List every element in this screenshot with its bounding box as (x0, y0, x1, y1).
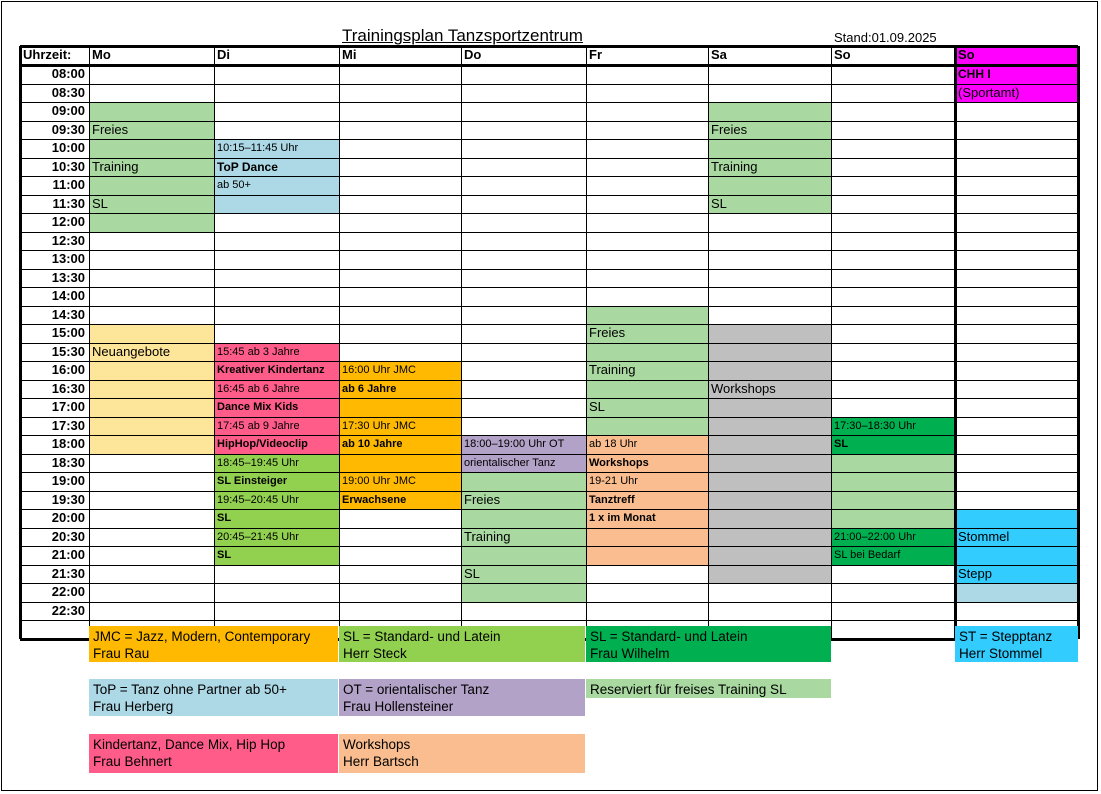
block-label: 17:30 Uhr JMC (342, 419, 416, 432)
grid-line (20, 546, 1078, 547)
grid-line (20, 139, 1078, 140)
grid-line (20, 435, 1078, 436)
legend-workshops (339, 734, 585, 773)
block-label: Tanztreff (589, 493, 635, 506)
time-label: 20:00 (51, 510, 85, 525)
grid-line (586, 46, 587, 639)
legend-line2: Frau Wilhelm (590, 646, 670, 661)
grid-line (20, 84, 1078, 85)
legend-line2: Frau Hollensteiner (343, 699, 454, 714)
header-day-mo: Mo (92, 47, 111, 62)
grid-line (20, 509, 1078, 510)
grid-line (20, 491, 1078, 492)
block-label: 21:00–22:00 Uhr (834, 530, 916, 543)
grid-line (20, 602, 1078, 603)
time-label: 12:00 (51, 214, 85, 229)
grid-line (20, 324, 1078, 325)
time-label: 08:00 (51, 66, 85, 81)
grid-line (954, 46, 957, 639)
block-label: 19:45–20:45 Uhr (217, 493, 299, 506)
header-day-so: So (834, 47, 851, 62)
block-label: Erwachsene (342, 493, 407, 506)
legend-kinder (89, 734, 338, 773)
grid-line (20, 102, 1078, 103)
block-label: Freies (589, 325, 626, 340)
header-day-fr: Fr (589, 47, 602, 62)
time-label: 19:00 (51, 473, 85, 488)
block-label: 18:45–19:45 Uhr (217, 456, 299, 469)
time-label: 13:00 (51, 251, 85, 266)
time-label: 16:00 (51, 362, 85, 377)
grid-line (89, 46, 90, 639)
block-label: ab 50+ (217, 179, 251, 191)
grid-line (20, 472, 1078, 473)
time-label: 18:00 (51, 436, 85, 451)
block-label: 19:00 Uhr JMC (342, 475, 416, 487)
block-so2-top[interactable] (955, 583, 1078, 602)
block-label: orientalischer Tanz (464, 456, 556, 469)
legend-line1: OT = orientalischer Tanz (343, 682, 490, 697)
block-label: 19-21 Uhr (589, 475, 638, 487)
grid-line (20, 287, 1078, 288)
block-label: SL bei Bedarf (834, 549, 901, 561)
grid-line (20, 417, 1078, 418)
grid-line (20, 306, 1078, 307)
header-day-sa: Sa (711, 47, 727, 62)
grid-line (339, 46, 340, 639)
time-label: 09:30 (51, 121, 85, 137)
grid-line (20, 343, 1078, 344)
time-label: 20:30 (51, 528, 85, 544)
time-label: 21:00 (51, 547, 85, 562)
legend-ot (339, 679, 585, 716)
grid-line (20, 361, 1078, 362)
legend-line1: SL = Standard- und Latein (590, 629, 748, 644)
time-label: 09:00 (51, 103, 85, 118)
grid-line (20, 528, 1078, 529)
block-label: Kreativer Kindertanz (217, 364, 325, 376)
legend-line1: Kindertanz, Dance Mix, Hip Hop (93, 737, 286, 752)
header-day-do: Do (464, 47, 482, 62)
grid-line (20, 121, 1078, 122)
block-label: 1 x im Monat (589, 512, 656, 524)
time-label: 16:30 (51, 380, 85, 396)
stand-date: Stand:01.09.2025 (834, 30, 937, 45)
time-label: 17:00 (51, 399, 85, 414)
block-label: 10:15–11:45 Uhr (217, 142, 299, 154)
time-label: 21:30 (51, 565, 85, 581)
block-label: SL (834, 438, 849, 450)
time-label: 10:30 (51, 158, 85, 174)
block-label: SL Einsteiger (217, 475, 288, 487)
grid-line (20, 583, 1078, 584)
grid-line (20, 398, 1078, 399)
legend-line1: ToP = Tanz ohne Partner ab 50+ (93, 682, 287, 697)
grid-line (20, 565, 1078, 566)
time-label: 19:30 (51, 491, 85, 507)
grid-line (708, 46, 709, 639)
block-label: 17:45 ab 9 Jahre (217, 419, 300, 432)
block-label: Stepp (958, 565, 992, 581)
legend-line2: Herr Stommel (959, 646, 1043, 661)
legend-stepp (955, 626, 1078, 662)
block-label: ab 10 Jahre (342, 438, 403, 450)
header-day-di: Di (217, 47, 230, 62)
block-label: 17:30–18:30 Uhr (834, 419, 916, 432)
block-label: Training (92, 158, 139, 174)
legend-line1: Workshops (343, 737, 411, 752)
block-label: SL (711, 195, 727, 211)
grid-line (20, 620, 1078, 621)
block-label: (Sportamt) (958, 84, 1020, 100)
legend-top (89, 679, 338, 716)
time-label: 22:30 (51, 602, 85, 618)
legend-sl-wilhelm (586, 626, 831, 662)
legend-reserviert (586, 679, 831, 698)
block-label: SL (589, 399, 605, 414)
legend-line2: Frau Rau (93, 646, 150, 661)
block-label: SL (92, 195, 108, 211)
block-label: 18:00–19:00 Uhr OT (464, 438, 565, 450)
block-label: Training (711, 158, 758, 174)
grid-line (20, 158, 1078, 159)
grid-line (831, 46, 832, 639)
block-label: ab 6 Jahre (342, 382, 397, 395)
grid-line (20, 213, 1078, 214)
grid-line (20, 250, 1078, 251)
block-label: 15:45 ab 3 Jahre (217, 345, 300, 358)
legend-line2: Herr Bartsch (343, 754, 419, 769)
time-label: 15:30 (51, 343, 85, 359)
legend-jmc (89, 626, 338, 662)
time-label: 17:30 (51, 417, 85, 433)
block-label: Training (464, 528, 511, 544)
grid-line (1077, 46, 1080, 639)
grid-line (20, 232, 1078, 233)
legend-line1: SL = Standard- und Latein (343, 629, 501, 644)
block-label: Workshops (589, 456, 649, 469)
legend-line2: Herr Steck (343, 646, 407, 661)
grid-line (20, 454, 1078, 455)
legend-line1: JMC = Jazz, Modern, Contemporary (93, 629, 311, 644)
block-label: Stommel (958, 528, 1010, 544)
block-label: 20:45–21:45 Uhr (217, 530, 299, 543)
header-time-label: Uhrzeit: (23, 47, 72, 62)
block-label: Freies (464, 491, 501, 507)
time-label: 08:30 (51, 84, 85, 100)
grid-line (214, 46, 215, 639)
legend-line1: ST = Stepptanz (959, 629, 1053, 644)
legend-line2: Frau Herberg (93, 699, 174, 714)
block-label: SL (464, 565, 480, 581)
grid-line (461, 46, 462, 639)
block-label: 16:45 ab 6 Jahre (217, 382, 300, 395)
time-label: 11:30 (52, 195, 85, 211)
block-label: ToP Dance (217, 159, 278, 174)
time-label: 12:30 (51, 232, 85, 248)
time-label: 13:30 (51, 269, 85, 285)
legend-sl-steck (339, 626, 585, 662)
grid-line (20, 176, 1078, 177)
block-label: 16:00 Uhr JMC (342, 364, 416, 376)
block-label: Training (589, 362, 636, 377)
block-label: SL (217, 549, 232, 561)
block-label: Freies (711, 121, 748, 137)
time-label: 14:00 (51, 288, 85, 303)
time-label: 11:00 (52, 177, 85, 192)
page-title: Trainingsplan Tanzsportzentrum (342, 26, 583, 45)
header-day-so: So (958, 47, 975, 62)
time-label: 14:30 (51, 306, 85, 322)
time-label: 18:30 (51, 454, 85, 470)
time-label: 22:00 (51, 584, 85, 599)
block-label: Neuangebote (92, 343, 171, 359)
time-label: 10:00 (51, 140, 85, 155)
grid-line (20, 269, 1078, 270)
grid-line (20, 380, 1078, 381)
header-day-mi: Mi (342, 47, 357, 62)
block-label: ab 18 Uhr (589, 438, 638, 450)
block-label: Dance Mix Kids (217, 401, 299, 413)
block-label: Freies (92, 121, 129, 137)
legend-line2: Frau Behnert (93, 754, 172, 769)
time-label: 15:00 (51, 325, 85, 340)
legend-line1: Reserviert für freises Training SL (590, 682, 787, 697)
block-label: HipHop/Videoclip (217, 438, 308, 450)
grid-line (20, 195, 1078, 196)
block-label: Workshops (711, 380, 776, 396)
block-label: CHH I (958, 67, 991, 81)
block-label: SL (217, 512, 232, 524)
